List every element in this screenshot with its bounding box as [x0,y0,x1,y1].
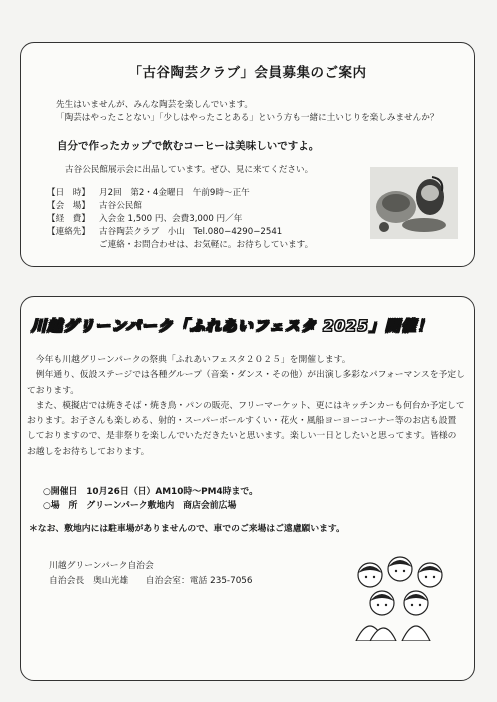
festa-notice-box [20,296,475,681]
contact-note: ご連絡・お問合わせは、お気軽に。お待ちしています。 [99,240,314,250]
festa-title: 川越グリーンパーク「ふれあいフェスタ 2025」開催！ [31,317,433,335]
info-value: 月2回 第2・4金曜日 午前9時〜正午 [99,188,250,198]
club-intro-line-2: 「陶芸はやったことない」「少しはやったことある」という方も一緒に土いじりを楽しみませんか？ [56,112,439,123]
info-row-fees [47,212,242,224]
organizer-name: 川越グリーンパーク自治会 [49,561,154,571]
festa-body [27,353,465,460]
pottery-photo [370,167,458,239]
club-exhibit-note: 古谷公民館展示会に出品しています。ぜひ、見に来てください。 [65,165,314,175]
club-title: 「古谷陶芸クラブ」会員募集のご案内 [128,65,367,81]
info-row-contact [47,225,282,237]
festa-paragraph: 例年通り、仮設ステージでは各種グループ（音楽・ダンス・その他）が出演し多彩なパフォーマンスを予定しております。 [27,370,465,396]
festa-event-details [43,485,258,513]
festa-place: ○場 所 グリーンパーク敷地内 商店会前広場 [43,501,237,511]
info-value: 古谷陶芸クラブ 小山 Tel.080−4290−2541 [99,227,283,237]
club-intro [56,99,451,124]
info-label: 【連絡先】 [47,227,90,237]
club-intro-line-1: 先生はいませんが、みんな陶芸を楽しんでいます。 [56,100,253,110]
festa-paragraph: 今年も川越グリーンパークの祭典「ふれあいフェスタ２０２５」を開催します。 [35,355,351,365]
festa-paragraph: また、模擬店では焼きそば・焼き鳥・パンの販売、フリーマーケット、更にはキッチンカーも何台か予定しております。お子さんも楽しめる、射的・スーパーボールすくい・花火・風船ヨーヨーコーナー等のお店も設置しておりますので、是非祭りを楽しんでいただきたいと思います。楽しい一日としたいと思ってます。皆様のお越しをお待ちしております。 [27,400,465,457]
festa-date: ○開催日 10月26日（日）AM10時〜PM4時まで。 [43,487,258,497]
info-row-datetime [47,186,250,198]
info-label: 【会 場】 [47,201,90,211]
organizer-contact: 自治会長 奥山光雄 自治会室：電話 235-7056 [49,576,253,586]
festa-parking-note: ＊なお、敷地内には駐車場がありませんので、車でのご来場はご遠慮願います。 [29,524,345,534]
info-value: 古谷公民館 [99,201,142,211]
info-label: 【日 時】 [47,188,90,198]
info-value: 入会金 1,500 円、会費3,000 円／年 [99,214,243,224]
info-label: 【経 費】 [47,214,90,224]
club-tagline: 自分で作ったカップで飲むコーヒーは美味しいですよ。 [57,140,320,152]
organizer-info [49,559,253,589]
club-notice-box [20,42,475,267]
info-row-venue [47,199,142,211]
children-illustration [348,553,452,641]
